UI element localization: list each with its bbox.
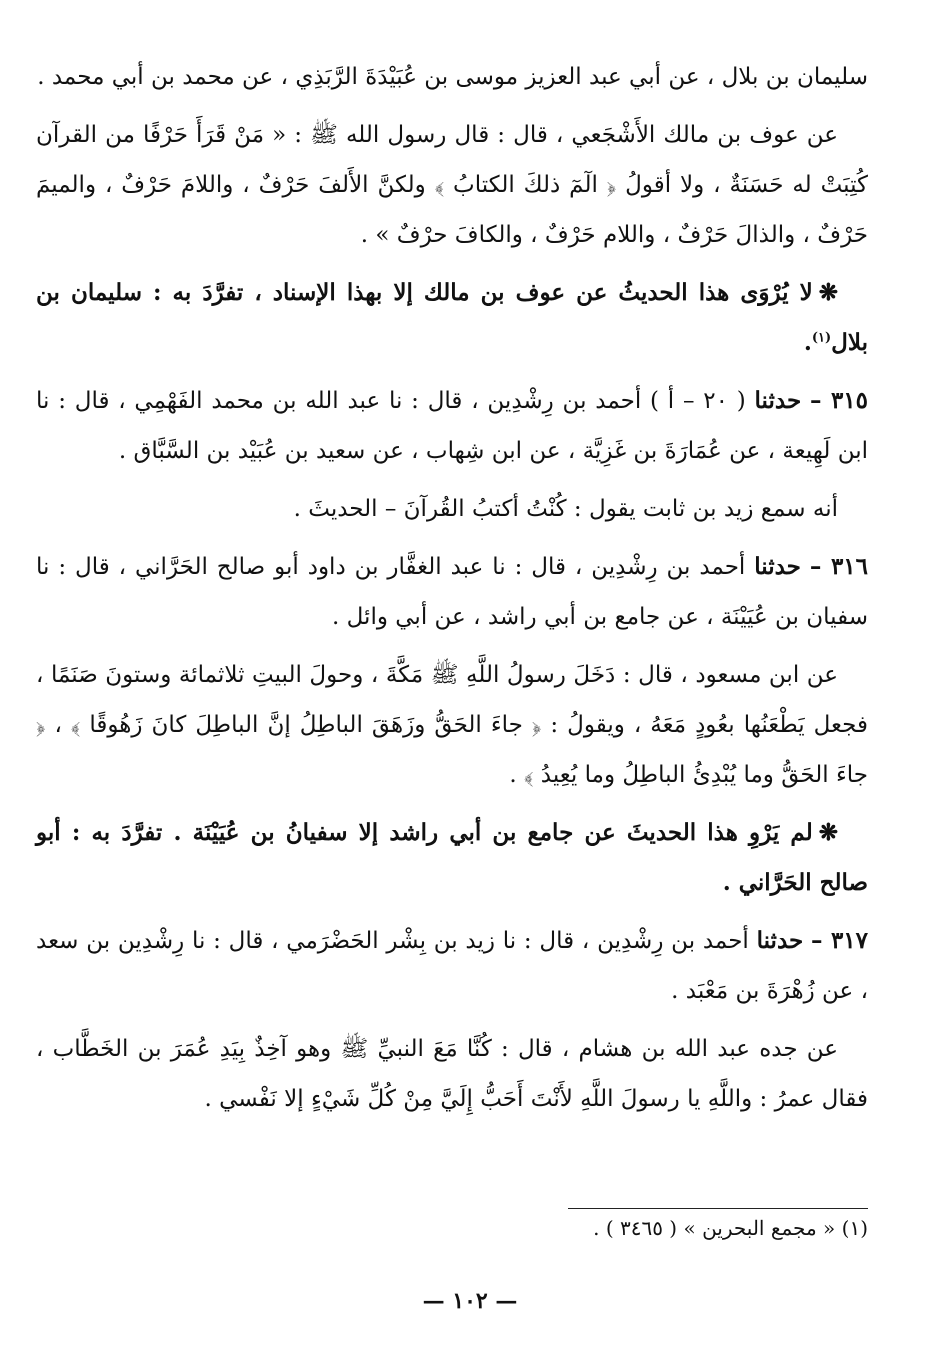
paragraph-text: عن جده عبد الله بن هشام ، قال : كُنَّا مَعَ النبيِّ ﷺ وهو آخِذٌ بِيَدِ عُمَرَ بن الخَطَّاب ، فقال عمرُ : واللَّهِ يا رسولَ اللَّهِ لأَنْتَ أَحَبُّ إِلَيَّ مِنْ كُلِّ شَيْءٍ إلا نَفْسي . xyxy=(36,1036,868,1112)
hadith-lead-word: حدثنا xyxy=(754,387,802,414)
hadith-lead-word: حدثنا xyxy=(754,553,801,580)
footnote-reference: (١) xyxy=(811,330,832,346)
paragraph-text: أحمد بن رِشْدِين ، قال : نا زيد بن بِشْر الحَضْرَمي ، قال : نا رِشْدِين بن سعد ، عن زُهْرَةَ بن مَعْبَد . xyxy=(36,928,868,1004)
paragraph-text: عن ابن مسعود ، قال : دَخَلَ رسولُ اللَّهِ ﷺ مَكَّةَ ، وحولَ البيتِ ثلاثمائة وستونَ صَنَمًا ، فجعل يَطْعَنُها بعُودٍ مَعَهُ ، ويقولُ : ﴿ جاءَ الحَقُّ وزَهَقَ الباطِلُ إنَّ الباطِلَ كانَ زَهُوقًا ﴾ ، ﴿ جاءَ الحَقُّ وما يُبْدِئُ الباطِلُ وما يُعِيدُ ﴾ . xyxy=(36,662,868,788)
paragraph-text: سليمان بن بلال ، عن أبي عبد العزيز موسى بن عُبَيْدَةَ الرَّبَذِي ، عن محمد بن أبي محمد . xyxy=(37,64,868,90)
page-body xyxy=(36,52,868,1132)
star-marker-icon: ❋ xyxy=(818,819,838,846)
paragraph-hadith-text xyxy=(36,650,868,800)
footnote-divider xyxy=(568,1208,868,1209)
hadith-number: ٣١٧ – xyxy=(811,927,869,954)
hadith-number: ٣١٥ – xyxy=(809,387,869,414)
hadith-number: ٣١٦ – xyxy=(809,553,868,580)
paragraph-text: ( ٢٠ – أ ) أحمد بن رِشْدِين ، قال : نا عبد الله بن محمد الفَهْمِي ، قال : نا ابن لَهِيعة ، عن عُمَارَةَ بن غَزِيَّة ، عن ابن شِهاب ، عن سعيد بن عُبَيْد بن السَّبَّاق . xyxy=(36,388,868,464)
paragraph-text: لم يَرْوِ هذا الحديثَ عن جامع بن أبي راشد إلا سفيانُ بن عُيَيْنَة . تفرَّدَ به : أبو صالح الحَرَّاني . xyxy=(36,819,868,896)
footnote: (١) « مجمع البحرين » ( ٣٤٦٥ ) . xyxy=(593,1216,868,1240)
paragraph-text: أنه سمع زيد بن ثابت يقول : كُنْتُ أكتبُ القُرآنَ – الحديثَ . xyxy=(293,496,838,522)
paragraph-hadith-text xyxy=(36,484,868,534)
paragraph-commentary: ❋لا يُرْوَى هذا الحديثُ عن عوف بن مالك إلا بهذا الإسناد ، تفرَّدَ به : سليمان بن بلال$^{(١)}$. xyxy=(36,279,868,356)
paragraph-text: لا يُرْوَى هذا الحديثُ عن عوف بن مالك إلا بهذا الإسناد ، تفرَّدَ به : سليمان بن بلال xyxy=(36,279,868,356)
paragraph-hadith-text xyxy=(36,1024,868,1124)
hadith-lead-word: حدثنا xyxy=(756,927,804,954)
page-number: — ١٠٢ — xyxy=(422,1288,518,1314)
paragraph-hadith-317 xyxy=(36,916,868,1016)
paragraph-text: عن عوف بن مالك الأَشْجَعي ، قال : قال رسول الله ﷺ : « مَنْ قَرَأَ حَرْفًا من القرآن كُتِبَتْ له حَسَنَةٌ ، ولا أقولُ ﴿ الٓمٓ ذلكَ الكتابُ ﴾ ولكنَّ الأَلفَ حَرْفٌ ، واللامَ حَرْفٌ ، والميمَ حَرْفٌ ، والذالَ حَرْفٌ ، واللام حَرْفٌ ، والكافَ حرْفٌ » . xyxy=(36,122,868,248)
star-marker-icon: ❋ xyxy=(818,279,838,306)
paragraph-hadith-text xyxy=(36,110,868,260)
paragraph-hadith-316 xyxy=(36,542,868,642)
paragraph-commentary xyxy=(36,808,868,908)
paragraph-isnad-continuation xyxy=(36,52,868,102)
paragraph-hadith-315 xyxy=(36,376,868,476)
paragraph-text: أحمد بن رِشْدِين ، قال : نا عبد الغفَّار بن داود أبو صالح الحَرَّاني ، قال : نا سفيان بن عُيَيْنَة ، عن جامع بن أبي راشد ، عن أبي وائل . xyxy=(36,554,868,630)
